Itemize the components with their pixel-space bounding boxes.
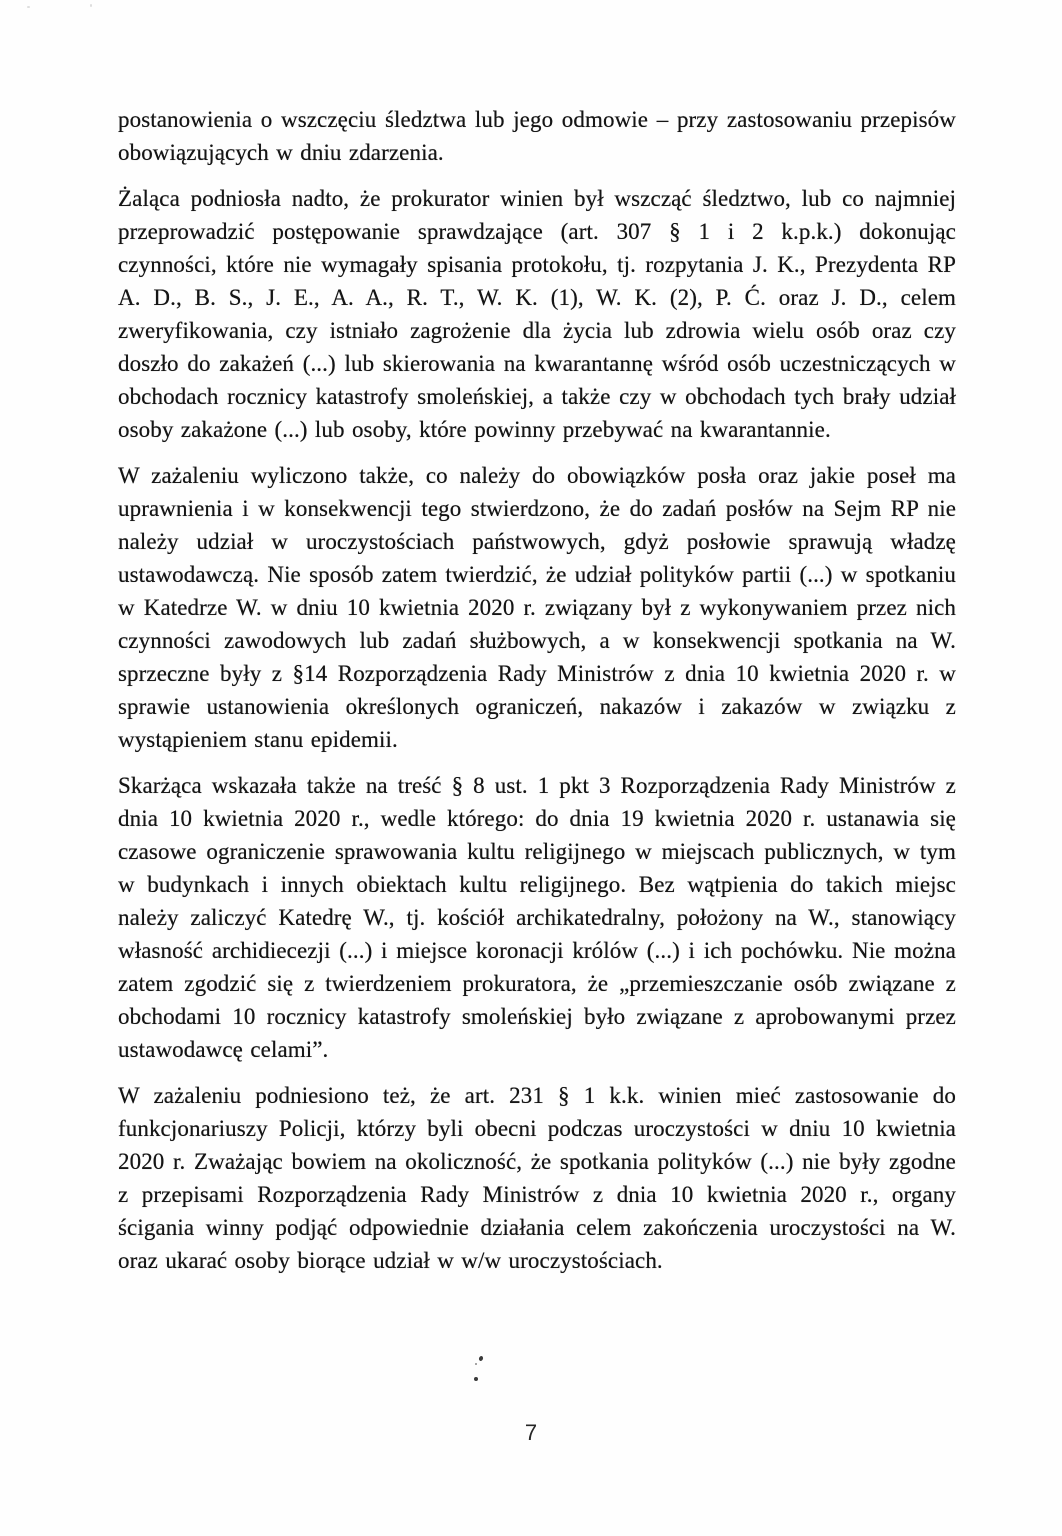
ink-speck xyxy=(474,1377,478,1381)
body-paragraph-1: postanowienia o wszczęciu śledztwa lub jego odmowie – przy zastosowaniu przepisów obowiązujących w dniu zdarzenia. xyxy=(118,107,956,165)
ink-speck xyxy=(478,1355,483,1361)
page-number: 7 xyxy=(524,1420,538,1445)
document-text-block xyxy=(118,103,956,1290)
body-paragraph-2: Żaląca podniosła nadto, że prokurator winien był wszcząć śledztwo, lub co najmniej przeprowadzić postępowanie sprawdzające (art. 307 § 1 i 2 k.p.k.) dokonując czynności, które nie wymagały spisania protokołu, tj. rozpytania J. K., Prezydenta RP A. D., B. S., J. E., A. A., R. T., W. K. (1), W. K. (2), P. Ć. oraz J. D., celem zweryfikowania, czy istniało zagrożenie dla życia lub zdrowia wielu osób oraz czy doszło do zakażeń (...) lub skierowania na kwarantannę wśród osób uczestniczących w obchodach rocznicy katastrofy smoleńskiej, a także czy w obchodach tych brały udział osoby zakażone (...) lub osoby, które powinny przebywać na kwarantannie. xyxy=(118,186,956,442)
scan-dust-speck xyxy=(27,6,30,8)
scan-dust-speck xyxy=(90,4,92,7)
body-paragraph-4: Skarżąca wskazała także na treść § 8 ust. 1 pkt 3 Rozporządzenia Rady Ministrów z dnia 10 kwietnia 2020 r., wedle którego: do dnia 19 kwietnia 2020 r. ustanawia się czasowe ograniczenie sprawowania kultu religijnego w miejscach publicznych, w tym w budynkach i innych obiektach kultu religijnego. Bez wątpienia do takich miejsc należy zaliczyć Katedrę W., tj. kościół archikatedralny, położony na W., stanowiący własność archidiecezji (...) i miejsce koronacji królów (...) i ich pochówku. Nie można zatem zgodzić się z twierdzeniem prokuratora, że „przemieszczanie osób związane z obchodami 10 rocznicy katastrofy smoleńskiej było związane z aprobowanymi przez ustawodawcę celami”. xyxy=(118,773,956,1062)
ink-speck xyxy=(475,1363,477,1365)
body-paragraph-5: W zażaleniu podniesiono też, że art. 231 § 1 k.k. winien mieć zastosowanie do funkcjonariuszy Policji, którzy byli obecni podczas uroczystości w dniu 10 kwietnia 2020 r. Zważając bowiem na okoliczność, że spotkania polityków (...) nie były zgodne z przepisami Rozporządzenia Rady Ministrów z dnia 10 kwietnia 2020 r., organy ścigania winny podjąć odpowiednie działania celem zakończenia uroczystości na W. oraz ukarać osoby biorące udział w w/w uroczystościach. xyxy=(118,1083,956,1273)
body-paragraph-3: W zażaleniu wyliczono także, co należy do obowiązków posła oraz jakie poseł ma uprawnienia i w konsekwencji tego stwierdzono, że do zadań posłów na Sejm RP nie należy udział w uroczystościach państwowych, gdyż posłowie sprawują władzę ustawodawczą. Nie sposób zatem twierdzić, że udział polityków partii (...) w spotkaniu w Katedrze W. w dniu 10 kwietnia 2020 r. związany był z wykonywaniem przez nich czynności zawodowych lub zadań służbowych, a w konsekwencji spotkania na W. sprzeczne były z §14 Rozporządzenia Rady Ministrów z dnia 10 kwietnia 2020 r. w sprawie ustanowienia określonych ograniczeń, nakazów i zakazów w związku z wystąpieniem stanu epidemii. xyxy=(118,463,956,752)
